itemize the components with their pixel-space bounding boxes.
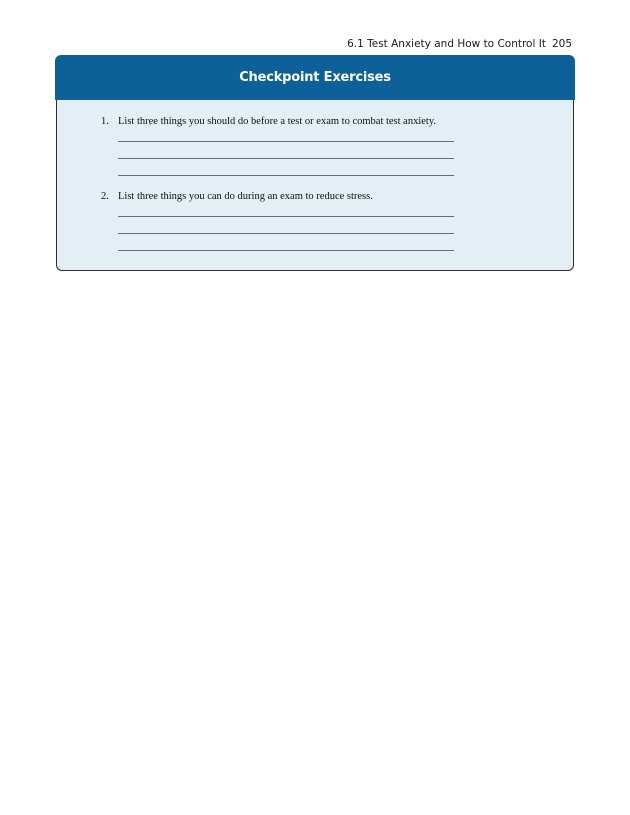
answer-line: [118, 158, 454, 159]
answer-line: [118, 175, 454, 176]
answer-line: [118, 141, 454, 142]
answer-line: [118, 216, 454, 217]
exercise-item: [101, 115, 461, 176]
answer-line: [118, 233, 454, 234]
callout-header: [55, 55, 575, 100]
checkpoint-exercises-box: [56, 56, 574, 271]
callout-title: Checkpoint Exercises: [239, 70, 391, 85]
exercise-prompt: [101, 190, 461, 204]
answer-line: [118, 250, 454, 251]
exercise-text: List three things you can do during an exam to reduce stress.: [118, 191, 373, 202]
exercise-number: 2.: [101, 191, 109, 202]
exercise-number: 1.: [101, 116, 109, 127]
page-number: 205: [551, 38, 572, 50]
exercise-item: [101, 190, 461, 251]
section-title: 6.1 Test Anxiety and How to Control It: [347, 38, 546, 50]
running-header: [347, 38, 572, 50]
exercise-prompt: [101, 115, 461, 129]
exercise-text: List three things you should do before a test or exam to combat test anxiety.: [118, 116, 437, 127]
